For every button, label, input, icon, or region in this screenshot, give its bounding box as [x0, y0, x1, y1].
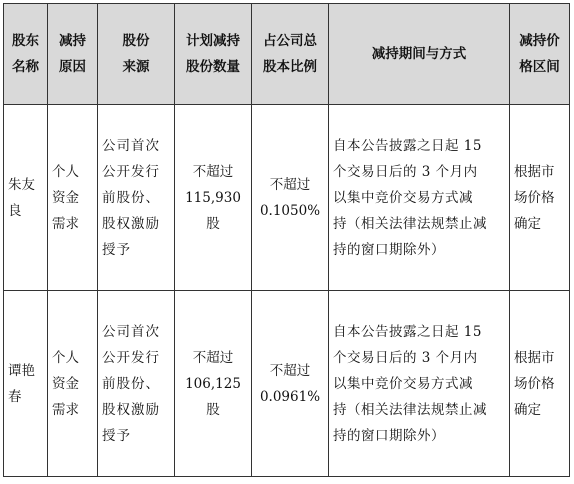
cell-reduction-reason [48, 291, 98, 477]
cell-line: 授予 [102, 427, 131, 444]
cell-line: 根据市 [514, 349, 555, 366]
cell-planned-quantity [175, 105, 252, 291]
cell-price-range [510, 105, 570, 291]
cell-line: 股 [206, 215, 220, 232]
cell-share-source [98, 291, 175, 477]
cell-line: 0.1050% [259, 202, 321, 219]
share-reduction-table [3, 3, 570, 477]
header-price-range [510, 4, 570, 105]
cell-line: 以集中竞价交易方式减 [333, 189, 473, 206]
cell-line: 不超过 [192, 349, 234, 366]
cell-line: 授予 [102, 241, 131, 258]
cell-line: 公开发行 [102, 349, 160, 366]
header-line: 格区间 [519, 59, 560, 75]
cell-line: 不超过 [269, 362, 311, 379]
header-reduction-reason [48, 4, 98, 105]
cell-shareholder-name [4, 105, 48, 291]
cell-line: 公开发行 [102, 163, 160, 180]
cell-line: 谭艳 [8, 362, 35, 379]
cell-period-method [329, 291, 510, 477]
cell-planned-quantity [175, 291, 252, 477]
header-line: 占公司总 [263, 33, 317, 49]
cell-reduction-reason [48, 105, 98, 291]
cell-line: 公司首次 [102, 137, 160, 154]
header-line: 减持价 [519, 33, 560, 49]
cell-line: 前股份、 [102, 375, 160, 392]
header-line: 减持期间与方式 [371, 46, 467, 62]
cell-line: 个人 [52, 163, 79, 180]
table-header-row [4, 4, 570, 105]
cell-line: 资金 [52, 189, 79, 206]
header-planned-quantity [175, 4, 252, 105]
table-row [4, 105, 570, 291]
cell-line: 个交易日后的 3 个月内 [333, 163, 478, 180]
cell-share-ratio [252, 291, 329, 477]
cell-line: 朱友 [8, 176, 35, 193]
cell-share-source [98, 105, 175, 291]
cell-line: 确定 [514, 215, 541, 232]
header-line: 股本比例 [263, 59, 317, 75]
cell-line: 场价格 [514, 189, 555, 206]
cell-line: 股 [206, 401, 220, 418]
cell-line: 自本公告披露之日起 15 [333, 137, 482, 154]
cell-line: 资金 [52, 375, 79, 392]
cell-line: 自本公告披露之日起 15 [333, 323, 482, 340]
cell-line: 个人 [52, 349, 79, 366]
cell-line: 不超过 [269, 176, 311, 193]
header-line: 来源 [122, 59, 150, 75]
cell-line: 场价格 [514, 375, 555, 392]
cell-line: 持的窗口期除外） [333, 427, 445, 444]
header-line: 原因 [59, 59, 86, 75]
header-period-method [329, 4, 510, 105]
cell-line: 个交易日后的 3 个月内 [333, 349, 478, 366]
header-line: 股东 [12, 33, 39, 49]
header-line: 名称 [12, 59, 39, 75]
cell-line: 持（相关法律法规禁止减 [333, 401, 487, 418]
cell-line: 106,125 [185, 375, 241, 392]
cell-line: 0.0961% [259, 388, 321, 405]
cell-line: 以集中竞价交易方式减 [333, 375, 473, 392]
cell-period-method [329, 105, 510, 291]
header-line: 股份数量 [186, 59, 240, 75]
cell-line: 持（相关法律法规禁止减 [333, 215, 487, 232]
cell-line: 需求 [52, 401, 79, 418]
cell-line: 不超过 [192, 163, 234, 180]
cell-price-range [510, 291, 570, 477]
header-line: 计划减持 [186, 33, 240, 49]
cell-line: 春 [8, 388, 22, 405]
cell-line: 前股份、 [102, 189, 160, 206]
header-line: 减持 [59, 33, 86, 49]
header-line: 股份 [122, 33, 150, 49]
cell-line: 需求 [52, 215, 79, 232]
cell-share-ratio [252, 105, 329, 291]
header-share-source [98, 4, 175, 105]
cell-line: 股权激励 [102, 215, 160, 232]
cell-line: 115,930 [185, 189, 241, 206]
cell-line: 持的窗口期除外） [333, 241, 445, 258]
cell-line: 股权激励 [102, 401, 160, 418]
header-share-ratio [252, 4, 329, 105]
cell-line: 良 [8, 202, 22, 219]
cell-shareholder-name [4, 291, 48, 477]
table-row [4, 291, 570, 477]
cell-line: 根据市 [514, 163, 555, 180]
cell-line: 确定 [514, 401, 541, 418]
cell-line: 公司首次 [102, 323, 160, 340]
header-shareholder-name [4, 4, 48, 105]
